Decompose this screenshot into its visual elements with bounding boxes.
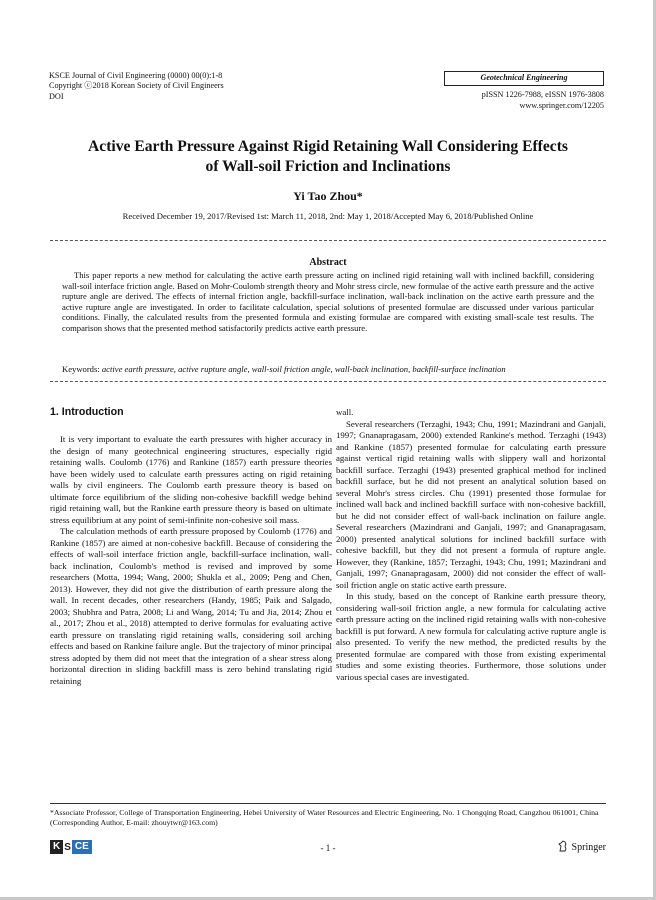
logo-s: S — [64, 841, 71, 853]
journal-header-right — [444, 71, 604, 111]
paragraph: In this study, based on the concept of Rankine earth pressure theory, considering wall-soil friction angle, a new formula for calculating active earth pressure acting on the inclined rigid retaining walls with non-cohesive backfill is put forward. A new formula for calculating active rupture angle is also presented. To verify the new method, the predicted results by the presented formulae are compared with those from existing experimental studies and some existing theories. Furthermore, those solutions under various special cases are investigated. — [336, 591, 606, 682]
title-line-1: Active Earth Pressure Against Rigid Retaining Wall Considering Effects — [88, 138, 568, 155]
abstract-heading: Abstract — [309, 257, 347, 268]
paragraph: Several researchers (Terzaghi, 1943; Chu, 1991; Mazindrani and Ganjali, 1997; Gnanapragasam, 2000) extended Rankine's method. Terzaghi (1943) and Rankine (1857) presented formulae for calculating earth pressure against vertical rigid retaining walls with slippery wall and horizontal backfill surface. Terzaghi (1943) presented graphical method for inclined backfill surface, but he did not present an analytical solution based on several Mohr's stress circles. Chu (1991) presented those formulae for inclined wall back and inclined backfill surface with non-cohesive backfill, but he did not consider effect of wall-back inclination on failure angle. Several researchers (Mazindrani and Ganjali, 1997; and Gnanapragasam, 2000) presented analytical solutions for inclined backfill surface with cohesive backfill, but they did not present a formula of rupture angle. However, they (Rankine, 1857; Terzaghi, 1943; Chu, 1991; Mazindrani and Ganjali, 1997; Gnanapragasam, 2000) did not consider the effect of wall-soil friction angle on static active earth pressure. — [336, 418, 606, 590]
keywords-line — [62, 364, 602, 374]
issn-line: pISSN 1226-7988, eISSN 1976-3808 — [481, 90, 604, 100]
logo-k: K — [50, 840, 63, 854]
keywords-label: Keywords: — [62, 364, 100, 374]
left-column — [50, 434, 332, 687]
divider-top — [50, 240, 606, 241]
website-link[interactable]: www.springer.com/12205 — [519, 100, 604, 110]
received-dates: Received December 19, 2017/Revised 1st: March 11, 2018, 2nd: May 1, 2018/Accepted May 6, 2018/Published Online — [122, 211, 534, 221]
springer-horse-icon — [557, 840, 569, 855]
copyright-line: Copyright ⓒ2018 Korean Society of Civil Engineers — [49, 81, 224, 91]
publisher-name: Springer — [571, 842, 606, 853]
divider-bottom — [50, 381, 606, 382]
paragraph: The calculation methods of earth pressure proposed by Coulomb (1776) and Rankine (1857) are aimed at non-cohesive backfill. Because of considering the effects of wall-soil interface friction angle, backfill-surface inclination, wall-back inclination, Coulomb's method is revised and improved by some researchers (Motta, 1994; Wang, 2000; Shukla et al., 2009; Peng and Chen, 2013). However, they did not give the distribution of earth pressure along the wall. In recent decades, other researchers (Handy, 1985; Paik and Salgado, 2003; Shubhra and Patra, 2008; Li and Wang, 2014; Tu and Jia, 2014; Zhou et al., 2017; Zhou et al., 2018) attempted to derive formulas for evaluating active earth pressure on translating rigid retaining walls, considering soil arching effects and based on Rankine failure angle. But the trajectory of minor principal stress adopted by them did not meet that the integration of a shear stress along horizontal direction in sliding backfill mass is zero behind translating rigid retaining — [50, 526, 332, 686]
springer-logo — [557, 840, 606, 855]
logo-ce: CE — [72, 840, 92, 854]
keywords-list: active earth pressure, active rupture angle, wall-soil friction angle, wall-back inclination, backfill-surface inclination — [101, 364, 506, 374]
title-line-2: of Wall-soil Friction and Inclinations — [205, 158, 451, 175]
paper-title — [60, 137, 596, 177]
journal-citation: KSCE Journal of Civil Engineering (0000) 00(0):1-8 — [49, 71, 223, 80]
category-box: Geotechnical Engineering — [444, 71, 604, 86]
page-number: - 1 - — [320, 843, 336, 853]
footnote-rule — [50, 803, 606, 804]
section-heading: 1. Introduction — [50, 406, 124, 418]
author-name: Yi Tao Zhou* — [293, 189, 363, 203]
doi-label: DOI — [49, 91, 64, 101]
paragraph: It is very important to evaluate the earth pressures with higher accuracy in the design of many geotechnical engineering structures, especially rigid retaining walls. Coulomb (1776) and Rankine (1857) earth pressure theories have been widely used to calculate earth pressures acting on rigid retaining walls by civil engineers. The Coulomb earth pressure theory is based on ultimate force equilibrium of the sliding non-cohesive backfill wedge behind rigid retaining wall, but the Rankine earth pressure theory is based on ultimate stress equilibrium at any point of semi-infinite non-cohesive soil mass. — [50, 434, 332, 525]
right-column — [336, 407, 606, 683]
abstract-text: This paper reports a new method for calculating the active earth pressure acting on inclined rigid retaining wall with inclined backfill, considering wall-soil interface friction angle. Based on Mohr-Coulomb strength theory and Mohr stress circle, new formulae of the active earth pressure and the active rupture angle are derived. The effects of internal friction angle, backfill-surface inclination, wall-back inclination on the active earth pressure and the active rupture angle are investigated. In order to facilitate calculation, special solutions of presented formulae are discussed under various particular conditions. Finally, the calculated results from the presented formula and existing formulae are compared with existing small-scale test results. The comparison shows that the presented method satisfactorily predicts active earth pressure. — [62, 270, 594, 333]
paragraph: wall. — [336, 407, 354, 417]
journal-header-left — [49, 71, 224, 102]
footnote: *Associate Professor, College of Transportation Engineering, Hebei University of Water Resources and Electric Engineering, No. 1 Chongqing Road, Cangzhou 061001, China (Corresponding Author, E-mail: zhouytwr@163.com) — [50, 808, 599, 827]
